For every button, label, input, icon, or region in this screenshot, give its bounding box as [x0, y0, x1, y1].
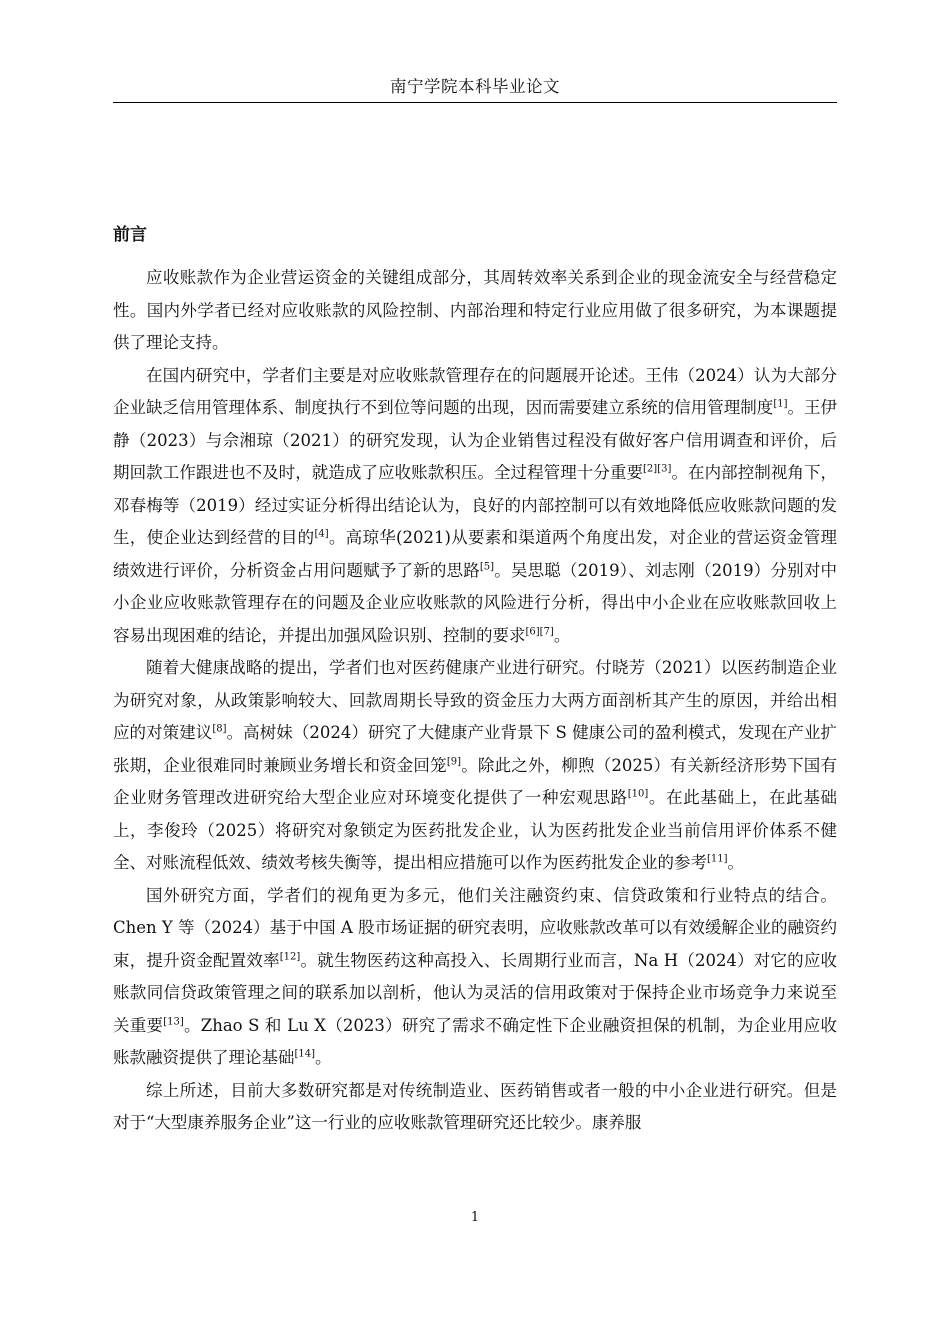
citation-marker: [1]: [773, 398, 788, 410]
citation-marker: [14]: [294, 1048, 316, 1060]
body-paragraph: [113, 1075, 837, 1140]
paragraph-text: 综上所述，目前大多数研究都是对传统制造业、医药销售或者一般的中小企业进行研究。但是对于“大型康养服务企业”这一行业的应收账款管理研究还比较少。康养服: [113, 1080, 837, 1132]
citation-marker: [6][7]: [525, 626, 554, 637]
paragraph-text: 。在此基础上，在此基础上，李俊玲（2025）将研究对象锁定为医药批发企业，认为医药批发企业当前信用评价体系不健全、对账流程低效、绩效考核失衡等，提出相应措施可以作为医药批发企业的参考: [113, 788, 838, 872]
paragraph-text: 在国内研究中，学者们主要是对应收账款管理存在的问题展开论述。王伟（2024）认为大部分企业缺乏信用管理体系、制度执行不到位等问题的出现，因而需要建立系统的信用管理制度: [113, 365, 837, 417]
citation-marker: [13]: [163, 1016, 184, 1027]
paragraph-text: 。高树妹（2024）研究了大健康产业背景下 S 健康公司的盈利模式，发现在产业扩张期，企业很难同时兼顾业务增长和资金回笼: [113, 723, 838, 775]
paragraph-text: 。: [553, 625, 571, 645]
citation-marker: [2][3]: [643, 463, 672, 475]
citation-marker: [10]: [627, 788, 649, 800]
citation-marker: [11]: [707, 853, 728, 865]
body-paragraph: [113, 262, 837, 360]
paragraph-text: 。就生物医药这种高投入、长周期行业而言，Na H（2024）对它的应收账款同信贷政策管理之间的联系加以剖析，他认为灵活的信用政策对于保持企业市场竞争力来说至关重要: [113, 950, 837, 1035]
body-paragraph: [113, 652, 837, 880]
paragraph-text: 。: [727, 853, 745, 872]
citation-marker: [8]: [212, 723, 227, 735]
paragraph-text: 。吴思聪（2019）、刘志刚（2019）分别对中小企业应收账款管理存在的问题及企业应收账款的风险进行分析，得出中小企业在应收账款回收上容易出现困难的结论，并提出加强风险识别、控制的要求: [113, 560, 838, 645]
body-paragraph: [113, 880, 837, 1075]
page-body: [113, 220, 837, 1140]
paragraph-text: 。: [315, 1048, 332, 1067]
page-header: [113, 72, 837, 103]
page-number: 1: [470, 1210, 480, 1225]
paragraph-text: 。在内部控制视角下，邓春梅等（2019）经过实证分析得出结论认为，良好的内部控制可以有效地降低应收账款问题的发生，使企业达到经营的目的: [113, 463, 838, 547]
body-paragraph: [113, 360, 837, 653]
section-title: 前言: [113, 225, 147, 245]
paragraph-text: 随着大健康战略的提出，学者们也对医药健康产业进行研究。付晓芳（2021）以医药制造企业为研究对象，从政策影响较大、回款周期长导致的资金压力大两方面剖析其产生的原因，并给出相应的对策建议: [113, 658, 837, 742]
header-title: 南宁学院本科毕业论文: [390, 77, 560, 96]
paragraph-text: 。Zhao S 和 Lu X（2023）研究了需求不确定性下企业融资担保的机制，为企业用应收账款融资提供了理论基础: [113, 1015, 838, 1067]
citation-marker: [4]: [314, 528, 329, 540]
citation-marker: [9]: [446, 756, 461, 767]
paragraph-list: [113, 262, 837, 1140]
citation-marker: [12]: [279, 951, 301, 962]
paragraph-text: 。高琼华(2021)从要素和渠道两个角度出发，对企业的营运资金管理绩效进行评价，分析资金占用问题赋予了新的思路: [113, 528, 837, 580]
paragraph-text: 。王伊静（2023）与佘湘琼（2021）的研究发现，认为企业销售过程没有做好客户信用调查和评价，后期回款工作跟进也不及时，就造成了应收账款积压。全过程管理十分重要: [113, 398, 838, 482]
citation-marker: [5]: [479, 561, 495, 572]
paragraph-text: 国外研究方面，学者们的视角更为多元，他们关注融资约束、信贷政策和行业特点的结合。Chen Y 等（2024）基于中国 A 股市场证据的研究表明，应收账款改革可以有效缓解企业的融资约束，提升资金配置效率: [113, 885, 837, 970]
paragraph-text: 应收账款作为企业营运资金的关键组成部分，其周转效率关系到企业的现金流安全与经营稳定性。国内外学者已经对应收账款的风险控制、内部治理和特定行业应用做了很多研究，为本课题提供了理论支持。: [113, 268, 837, 352]
paragraph-text: 。除此之外，柳煦（2025）有关新经济形势下国有企业财务管理改进研究给大型企业应对环境变化提供了一种宏观思路: [113, 755, 838, 807]
